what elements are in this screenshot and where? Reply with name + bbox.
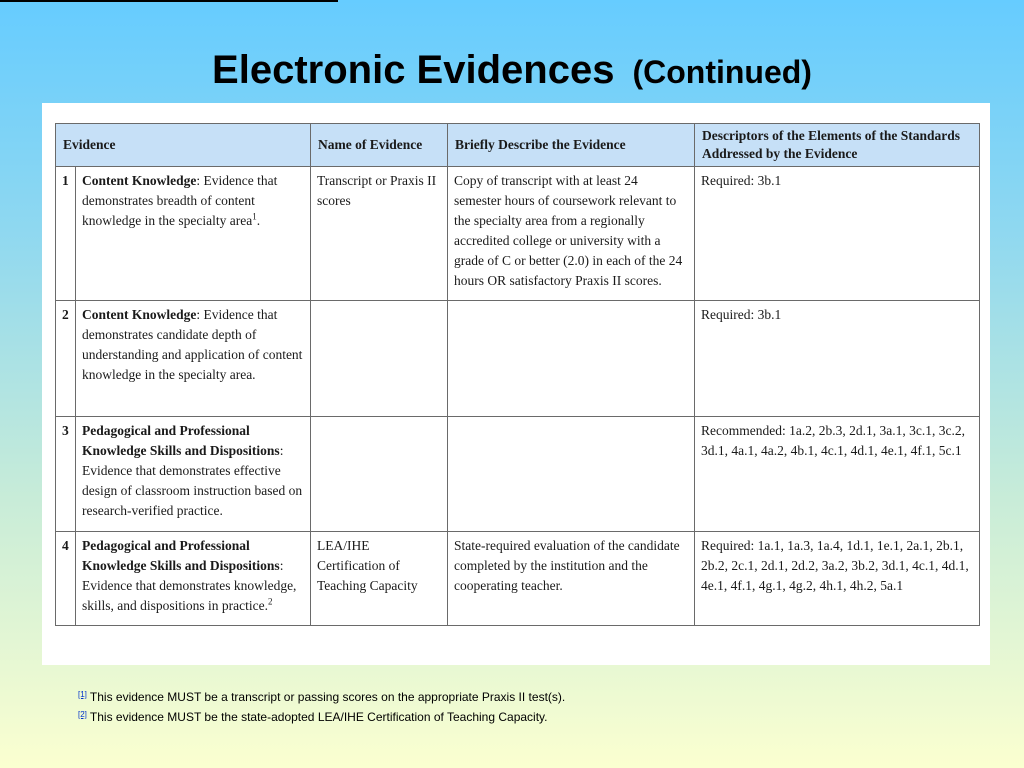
footnote-marker: 1 [252, 211, 257, 222]
evidence-text: : Evidence that demonstrates candidate depth of understanding and application of content knowledge in the specialty area. [82, 307, 303, 382]
footnote-1-link[interactable]: [1] [78, 690, 87, 699]
footnote-2-text: This evidence MUST be the state-adopted LEA/IHE Certification of Teaching Capacity. [89, 710, 548, 724]
evidence-text: : Evidence that demonstrates knowledge, skills, and dispositions in practice. [82, 558, 297, 613]
footnote-2 [78, 706, 565, 726]
evidence-category: Pedagogical and Professional Knowledge Skills and Dispositions [82, 538, 280, 573]
name-cell: LEA/IHE Certification of Teaching Capacity [311, 532, 448, 626]
descriptors-cell: Required: 3b.1 [695, 301, 980, 417]
title-main: Electronic Evidences [212, 48, 615, 92]
descriptors-cell: Required: 3b.1 [695, 167, 980, 301]
evidence-end: . [256, 213, 261, 228]
evidence-text: : Evidence that demonstrates effective design of classroom instruction based on research-verified practice. [82, 443, 303, 518]
evidence-category: Pedagogical and Professional Knowledge Skills and Dispositions [82, 423, 280, 458]
descriptors-cell: Recommended: 1a.2, 2b.3, 2d.1, 3a.1, 3c.1, 3c.2, 3d.1, 4a.1, 4a.2, 4b.1, 4c.1, 4d.1, 4e.1, 4f.1, 5c.1 [695, 417, 980, 532]
footnotes [78, 686, 565, 726]
table-row [56, 301, 980, 417]
evidence-category: Content Knowledge [82, 173, 197, 188]
evidence-cell [76, 301, 311, 417]
row-number: 1 [56, 167, 76, 301]
evidence-category: Content Knowledge [82, 307, 197, 322]
name-cell [311, 417, 448, 532]
evidence-cell [76, 167, 311, 301]
header-describe: Briefly Describe the Evidence [448, 124, 695, 167]
table-row [56, 417, 980, 532]
describe-cell: Copy of transcript with at least 24 semester hours of coursework relevant to the specialty area from a regionally accredited college or university with a grade of C or better (2.0) in each of the 24 hours OR satisfactory Praxis II scores. [448, 167, 695, 301]
evidence-cell [76, 532, 311, 626]
evidence-cell [76, 417, 311, 532]
footnote-2-link[interactable]: [2] [78, 710, 87, 719]
describe-cell [448, 417, 695, 532]
table-header-row [56, 124, 980, 167]
descriptors-cell: Required: 1a.1, 1a.3, 1a.4, 1d.1, 1e.1, 2a.1, 2b.1, 2b.2, 2c.1, 2d.1, 2d.2, 3a.2, 3b.2, 3d.1, 4c.1, 4d.1, 4e.1, 4f.1, 4g.1, 4g.2, 4h.1, 4h.2, 5a.1 [695, 532, 980, 626]
table-row [56, 167, 980, 301]
header-descriptors: Descriptors of the Elements of the Standards Addressed by the Evidence [695, 124, 980, 167]
row-number: 2 [56, 301, 76, 417]
evidence-table [55, 123, 980, 626]
title-continued: (Continued) [632, 54, 812, 90]
row-number: 3 [56, 417, 76, 532]
evidence-text: : Evidence that demonstrates breadth of content knowledge in the specialty area [82, 173, 278, 228]
name-cell: Transcript or Praxis II scores [311, 167, 448, 301]
describe-cell [448, 301, 695, 417]
top-rule [0, 0, 338, 2]
slide-title [0, 48, 1024, 93]
header-evidence: Evidence [56, 124, 311, 167]
footnote-1-text: This evidence MUST be a transcript or passing scores on the appropriate Praxis II test(s). [89, 690, 566, 704]
describe-cell: State-required evaluation of the candidate completed by the institution and the cooperating teacher. [448, 532, 695, 626]
table-panel [42, 103, 990, 665]
table-row [56, 532, 980, 626]
footnote-1 [78, 686, 565, 706]
name-cell [311, 301, 448, 417]
row-number: 4 [56, 532, 76, 626]
header-name-of-evidence: Name of Evidence [311, 124, 448, 167]
footnote-marker: 2 [267, 596, 273, 607]
